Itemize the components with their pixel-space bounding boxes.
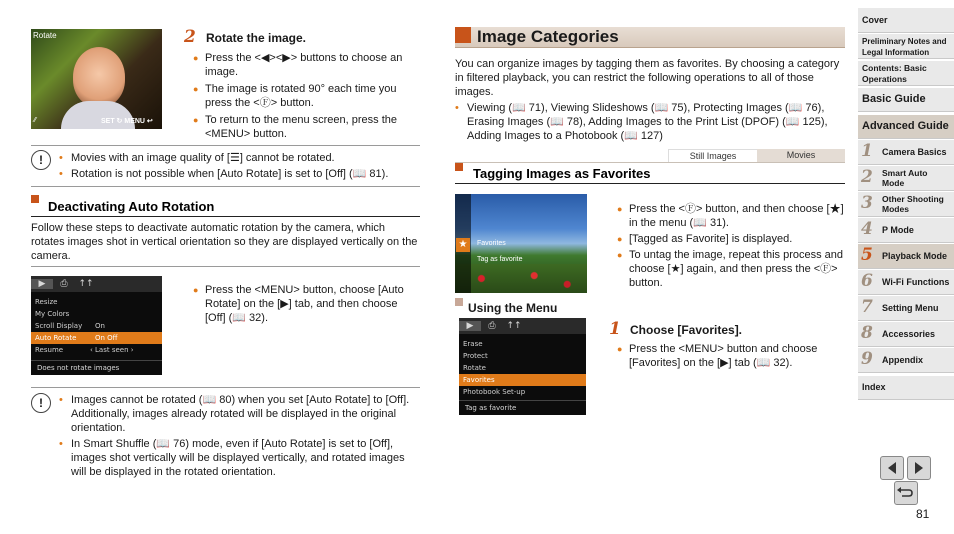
nav-preliminary[interactable]: Preliminary Notes and Legal Information xyxy=(858,34,954,59)
tab-print-icon: ⎙ xyxy=(60,279,68,289)
tagging-heading: Tagging Images as Favorites xyxy=(473,166,651,181)
flower-field xyxy=(455,264,587,293)
return-button[interactable] xyxy=(894,481,918,505)
categories-bullet: • Viewing (📖 71), Viewing Slideshows (📖 75), Protecting Images (📖 76), Erasing Images (📖 78), Adding Images to the Print List (DPOF) (📖 125), Adding Images to a Photobook (📖 127) xyxy=(455,101,830,143)
tab-playback-icon: ▶ xyxy=(459,321,481,331)
tagging-bullet-1: ● Press the <Ⓕ> button, and then choose [★] in the menu (📖 31). xyxy=(617,202,845,230)
nav-chapter-8[interactable]: 8 Accessories xyxy=(858,322,954,347)
categories-bullets xyxy=(455,101,830,143)
nav-chapter-6[interactable]: 6 Wi-Fi Functions xyxy=(858,270,954,295)
favorites-screen-image xyxy=(455,194,587,293)
menu-row-resize: Resize xyxy=(35,298,58,306)
divider xyxy=(31,186,420,187)
nav-contents[interactable]: Contents: Basic Operations xyxy=(858,61,954,86)
menu-footer: Does not rotate images xyxy=(31,360,162,375)
note-1-list xyxy=(59,151,419,181)
caution-icon: ! xyxy=(31,150,51,170)
page-heading: Image Categories xyxy=(477,27,619,46)
step-1-title: Choose [Favorites]. xyxy=(630,323,743,337)
step-2-bullet-3: ● To return to the menu screen, press the <MENU> button. xyxy=(193,113,418,141)
auto-rotate-menu-screen xyxy=(31,276,162,375)
nav-chapter-7[interactable]: 7 Setting Menu xyxy=(858,296,954,321)
rotate-screen-label: Rotate xyxy=(33,31,57,40)
section-marker xyxy=(31,195,39,203)
section-marker xyxy=(455,163,463,171)
tab-setup-icon: ↑↑ xyxy=(78,279,94,289)
menu-row-rotate: Rotate xyxy=(463,364,486,372)
caution-icon: ! xyxy=(31,393,51,413)
return-icon xyxy=(895,482,917,504)
step-number-1: 1 xyxy=(609,319,621,339)
step-1-bullet: ● Press the <MENU> button and choose [Favorites] on the [▶] tab (📖 32). xyxy=(617,342,845,370)
tab-still-images: Still Images xyxy=(668,149,758,163)
tagging-bullet-2: ● [Tagged as Favorite] is displayed. xyxy=(617,232,845,246)
menu-row-auto-rotate: Auto Rotate On Off xyxy=(31,332,162,344)
page-number: 81 xyxy=(916,507,930,521)
next-page-button[interactable] xyxy=(907,456,931,480)
step-2-bullets xyxy=(193,51,418,141)
divider xyxy=(31,266,420,267)
nav-index[interactable]: Index xyxy=(858,376,954,400)
tab-print-icon: ⎙ xyxy=(488,321,496,331)
nav-chapter-1[interactable]: 1 Camera Basics xyxy=(858,140,954,165)
tab-movies: Movies xyxy=(757,149,845,162)
step-2-bullet-2: ● The image is rotated 90° each time you press the <Ⓕ> button. xyxy=(193,82,418,110)
right-arrow-icon xyxy=(908,457,930,479)
nav-advanced-guide[interactable]: Advanced Guide xyxy=(858,115,954,139)
deactivating-heading: Deactivating Auto Rotation xyxy=(48,199,215,214)
nav-chapter-3[interactable]: 3 Other Shooting Modes xyxy=(858,192,954,217)
prev-page-button[interactable] xyxy=(880,456,904,480)
menu-footer: Tag as favorite xyxy=(459,400,586,415)
menu-row-my-colors: My Colors xyxy=(35,310,70,318)
menu-row-resume: Resume ‹ Last seen › xyxy=(35,346,134,354)
menu-row-erase: Erase xyxy=(463,340,483,348)
rotate-screen-footer: SET ↻ MENU ↩ xyxy=(101,118,153,125)
left-arrow-icon xyxy=(881,457,903,479)
favorites-screen-option: Tag as favorite xyxy=(477,256,523,263)
tab-underline xyxy=(455,162,845,163)
rotate-screen-image xyxy=(31,29,162,129)
tab-setup-icon: ↑↑ xyxy=(506,321,522,331)
note-1-item-2: • Rotation is not possible when [Auto Rotate] is set to [Off] (📖 81). xyxy=(59,167,419,181)
deactivating-intro: Follow these steps to deactivate automatic rotation by the camera, which rotates images shot in vertical orientation so they are displayed vertically on the camera. xyxy=(31,222,418,262)
categories-intro: You can organize images by tagging them as favorites. By choosing a category in filtered playback, you can restrict the following operations to all of those images. xyxy=(455,58,840,98)
divider xyxy=(31,387,420,388)
section-marker-small xyxy=(455,298,463,306)
heading-square xyxy=(455,27,471,43)
note-2-item-2: • In Smart Shuffle (📖 76) mode, even if [Auto Rotate] is set to [Off], images shot vertically will be displayed vertically, and rotated images will be displayed in the rotated orientation. xyxy=(59,437,414,479)
tagging-bullets xyxy=(617,202,845,290)
heading-underline xyxy=(455,183,845,184)
tab-playback-icon: ▶ xyxy=(31,279,53,289)
divider xyxy=(31,145,420,146)
favorites-menu-screen xyxy=(459,318,586,415)
star-icon: ★ xyxy=(456,238,470,252)
menu-row-protect: Protect xyxy=(463,352,488,360)
nav-chapter-4[interactable]: 4 P Mode xyxy=(858,218,954,243)
using-menu-heading: Using the Menu xyxy=(468,301,558,315)
menu-row-photobook: Photobook Set-up xyxy=(463,388,526,396)
heading-underline xyxy=(31,216,420,217)
rotate-screen-footer-left: ⁄⁄ xyxy=(34,117,37,124)
nav-cover[interactable]: Cover xyxy=(858,8,954,33)
deactivating-bullet: ● Press the <MENU> button, choose [Auto Rotate] on the [▶] tab, and then choose [Off] (📖 32). xyxy=(193,283,418,325)
menu-tab-bar xyxy=(459,318,586,334)
nav-basic-guide[interactable]: Basic Guide xyxy=(858,88,954,112)
step-2-bullet-1: ● Press the <◀><▶> buttons to choose an image. xyxy=(193,51,418,79)
menu-row-scroll-display: Scroll Display On xyxy=(35,322,105,330)
deactivating-bullets xyxy=(193,283,418,325)
girl-face xyxy=(73,47,125,107)
menu-row-favorites: Favorites xyxy=(459,374,586,386)
note-2-list xyxy=(59,393,414,479)
nav-chapter-5[interactable]: 5 Playback Mode xyxy=(858,244,954,269)
step-1-bullets xyxy=(617,342,845,370)
note-2-item-1: • Images cannot be rotated (📖 80) when you set [Auto Rotate] to [Off]. Additionally, images already rotated will be displayed in the original orientation. xyxy=(59,393,414,435)
step-2-title: Rotate the image. xyxy=(206,31,307,45)
nav-chapter-2[interactable]: 2 Smart Auto Mode xyxy=(858,166,954,191)
nav-chapter-9[interactable]: 9 Appendix xyxy=(858,348,954,373)
tagging-bullet-3: ● To untag the image, repeat this process and choose [★] again, and then press the <Ⓕ> button. xyxy=(617,248,845,290)
note-1-item-1: • Movies with an image quality of [☰] cannot be rotated. xyxy=(59,151,419,165)
menu-tab-bar xyxy=(31,276,162,292)
step-number-2: 2 xyxy=(184,27,196,47)
favorites-screen-label: Favorites xyxy=(477,240,506,247)
